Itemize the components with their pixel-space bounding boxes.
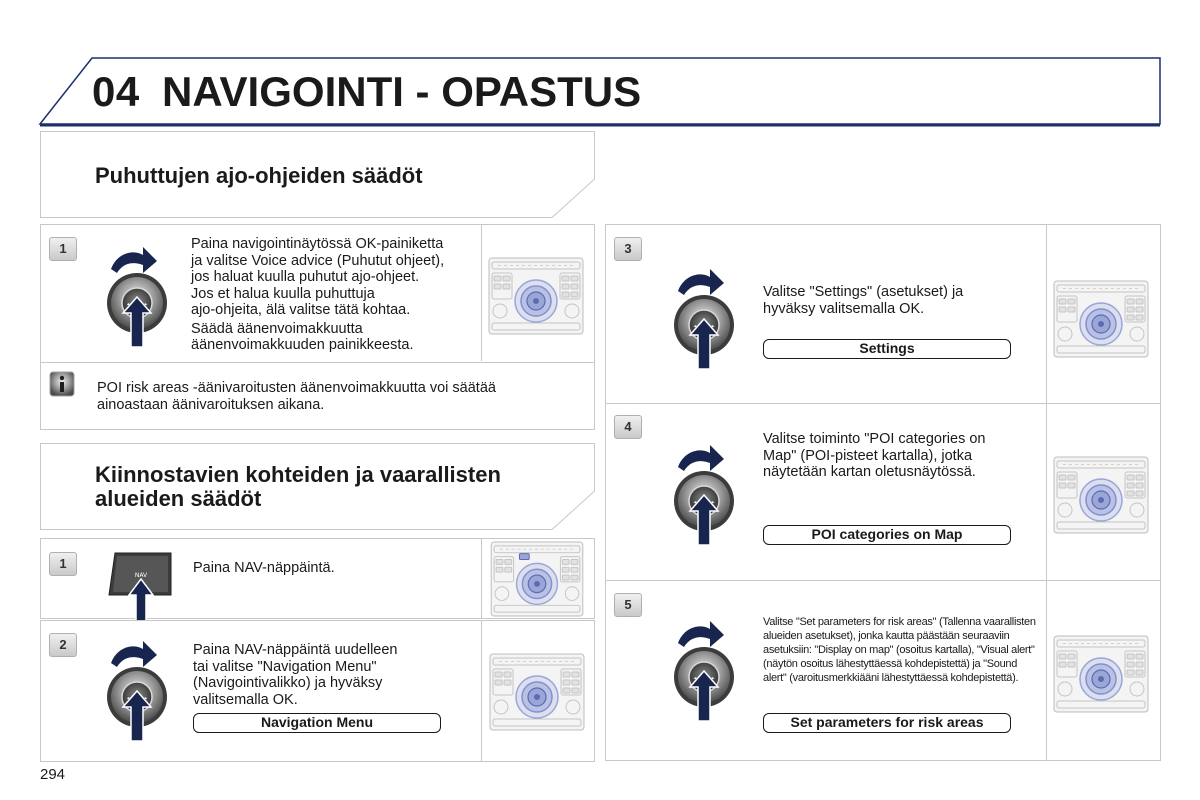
step-instructions: Valitse "Set parameters for risk areas" (Tallenna vaarallisten alueiden asetukset), jonka kautta päästään seuraaviin asetuksiin: "Display on map" (osoitus kartalla), "Visual alert" (näytön osoitus lähestyttäessä kohdepistettä) ja "Sound alert" (varoitusmerkkiääni lähestyttäessä kohdepistettä). [763, 616, 1036, 684]
step-panel-navigation-menu [40, 620, 595, 762]
radio-console-icon [488, 257, 584, 335]
ok-knob-icon [666, 613, 746, 723]
chapter-number: 04 [92, 68, 140, 115]
ok-knob-icon [99, 633, 179, 743]
step-number-badge: 1 [49, 552, 77, 576]
step-panel-voice-advice [40, 224, 595, 430]
right-steps-panel [605, 224, 1161, 761]
info-icon [49, 371, 75, 397]
step-instructions: Paina NAV-näppäintä. [193, 560, 335, 576]
step-number-badge: 3 [614, 237, 642, 261]
ok-knob-icon [666, 261, 746, 371]
poi-categories-option: POI categories on Map [763, 525, 1011, 545]
radio-console-icon [489, 653, 585, 731]
step-instructions: Valitse "Settings" (asetukset) ja hyväksy valitsemalla OK. [763, 284, 964, 317]
step-panel-nav-key [40, 538, 595, 619]
chapter-title: NAVIGOINTI - OPASTUS [162, 68, 642, 115]
step-instructions: Paina navigointinäytössä OK-painiketta ja valitse Voice advice (Puhutut ohjeet), jos haluat kuulla puhutut ajo-ohjeet. Jos et halua kuulla puhuttuja ajo-ohjeita, älä valitse tätä kohtaa. Säädä äänenvoimakkuutta äänenvoimakkuuden painikkeesta. [191, 236, 445, 353]
page-number: 294 [40, 766, 66, 783]
ok-knob-icon [99, 239, 179, 349]
step-instructions: Valitse toiminto "POI categories on Map" (POI-pisteet kartalla), jotka näytetään kartan oletusnäytössä. [763, 431, 986, 480]
step-number-badge: 5 [614, 593, 642, 617]
radio-console-icon [489, 541, 585, 617]
risk-areas-option: Set parameters for risk areas [763, 713, 1011, 733]
nav-key-icon [107, 547, 177, 627]
step-number-badge: 2 [49, 633, 77, 657]
step-number-badge: 1 [49, 237, 77, 261]
info-note: POI risk areas -äänivaroitusten äänenvoimakkuutta voi säätää ainoastaan äänivaroituksen aikana. [97, 380, 496, 413]
nav-key-label: NAV [134, 572, 148, 579]
section-title: Puhuttujen ajo-ohjeiden säädöt [95, 163, 423, 188]
section-header-voice-settings [40, 131, 595, 218]
radio-console-icon [1053, 280, 1149, 358]
section-header-poi-settings [40, 443, 595, 530]
settings-option: Settings [763, 339, 1011, 359]
radio-console-icon [1053, 456, 1149, 534]
radio-console-icon [1053, 635, 1149, 713]
chapter-header [0, 0, 1200, 130]
navigation-menu-option: Navigation Menu [193, 713, 441, 733]
step-instructions: Paina NAV-näppäintä uudelleen tai valitse "Navigation Menu" (Navigointivalikko) ja hyväksy valitsemalla OK. [193, 642, 398, 708]
ok-knob-icon [666, 437, 746, 547]
section-title: Kiinnostavien kohteiden ja vaarallisten alueiden säädöt [95, 462, 501, 511]
step-number-badge: 4 [614, 415, 642, 439]
